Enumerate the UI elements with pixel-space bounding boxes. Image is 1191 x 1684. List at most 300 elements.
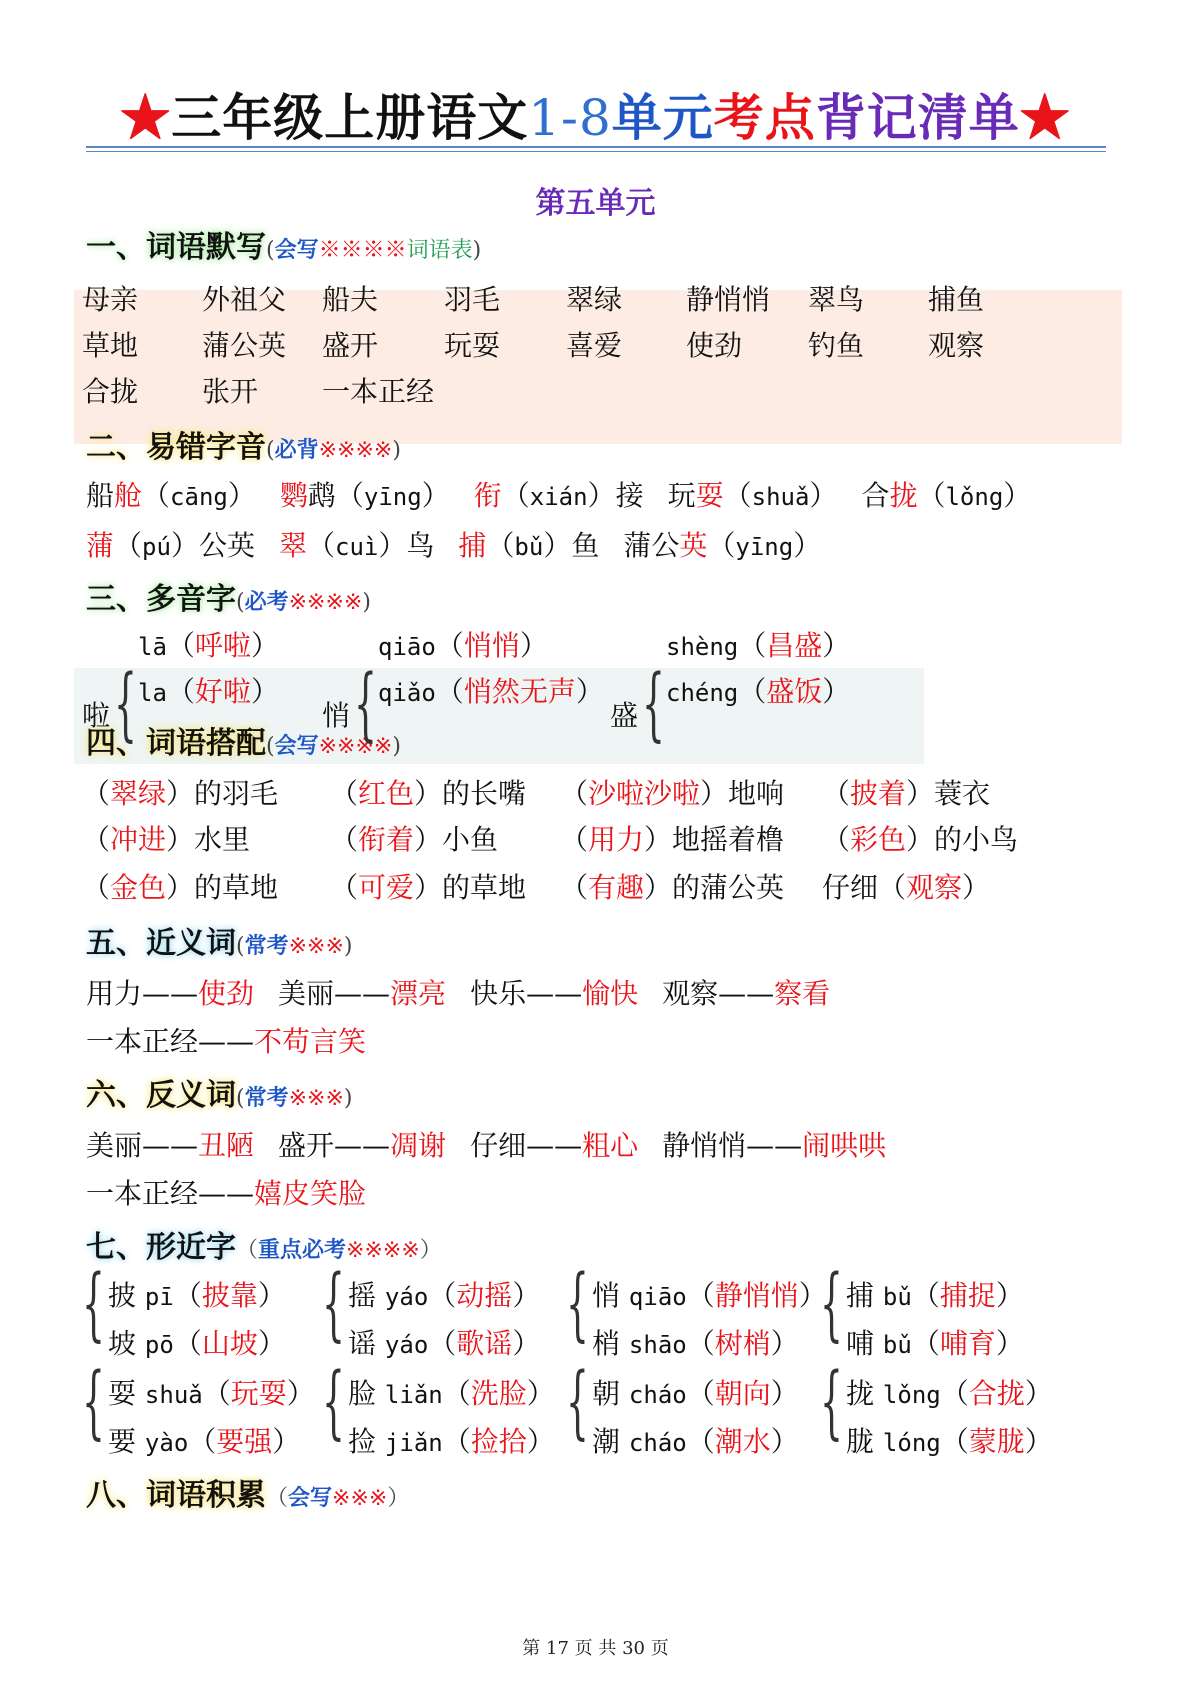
example-word: 山坡: [201, 1327, 258, 1360]
similar-char: 朝: [592, 1377, 621, 1410]
example-word: 静悄悄: [714, 1279, 799, 1312]
pair-answer: 粗心: [582, 1129, 639, 1162]
collocation-item: [822, 866, 990, 906]
section-heading-pronunciation: 二、易错字音(必背※※※※): [86, 430, 401, 465]
pinyin: lā: [138, 633, 167, 661]
example-word: 盛饭: [766, 675, 823, 708]
paren: ）: [543, 529, 572, 562]
paren: ）: [250, 675, 279, 708]
example-word: 呼啦: [194, 629, 251, 662]
pair-answer: 凋谢: [390, 1129, 447, 1162]
key-char: 翠: [278, 529, 307, 562]
dash: ——: [746, 1129, 803, 1162]
dash: ——: [526, 977, 583, 1010]
pinyin: bǔ: [882, 1331, 912, 1359]
paren: ）: [170, 529, 199, 562]
star-icon: ★: [1019, 88, 1071, 147]
similar-char: 梢: [592, 1327, 621, 1360]
collocation-word: 红色: [358, 777, 415, 810]
paren: ）: [995, 1279, 1024, 1312]
collocation-item: [560, 866, 784, 906]
spacer: [874, 1377, 883, 1410]
paren: ）: [166, 777, 195, 810]
vocab-word: 喜爱: [566, 329, 623, 362]
paren: ）: [798, 1279, 827, 1312]
paren: （: [188, 1425, 217, 1458]
pinyin: bǔ: [882, 1283, 912, 1311]
similar-char: 捡: [348, 1425, 377, 1458]
paren: ）: [257, 1279, 286, 1312]
paren: （: [686, 1425, 715, 1458]
collocation-item: [330, 818, 498, 858]
collocation-item: [822, 818, 1018, 858]
collocation-text: 的蒲公英: [672, 871, 785, 904]
collocation-word: 可爱: [358, 871, 415, 904]
vocab-word: 玩耍: [444, 329, 501, 362]
paren: （: [330, 777, 359, 810]
example-word: 捡拾: [470, 1425, 527, 1458]
paren: ）: [519, 629, 548, 662]
similar-char-item: [846, 1322, 1024, 1362]
vocab-word: 船夫: [322, 283, 379, 316]
collocation-item: [82, 866, 278, 906]
pinyin: pú: [142, 533, 171, 561]
paren: ）: [995, 1327, 1024, 1360]
collocation-text: 的羽毛: [194, 777, 279, 810]
dash: ——: [142, 977, 199, 1010]
paren: ）: [1024, 1425, 1053, 1458]
key-char: 英: [679, 529, 708, 562]
example-word: 动摇: [456, 1279, 513, 1312]
spacer: [136, 1377, 145, 1410]
dash: ——: [334, 977, 391, 1010]
title-divider: [86, 146, 1106, 148]
similar-char-item: [592, 1322, 799, 1362]
char-text: 合: [861, 479, 890, 512]
unit-heading: 第五单元: [535, 186, 656, 221]
char-text: 接: [615, 479, 644, 512]
polyphone-reading: [378, 670, 604, 710]
paren: （: [166, 629, 195, 662]
paren: ）: [770, 1327, 799, 1360]
paren: （: [686, 1377, 715, 1410]
similar-char: 摇: [348, 1279, 377, 1312]
paren: （: [560, 777, 589, 810]
similar-char-item: [348, 1420, 555, 1460]
collocation-text: 地响: [728, 777, 785, 810]
paren: ）: [644, 823, 673, 856]
paren: （: [686, 1327, 715, 1360]
paren: ）: [809, 479, 838, 512]
paren: ）: [250, 629, 279, 662]
similar-char-item: [592, 1420, 799, 1460]
collocation-word: 彩色: [850, 823, 907, 856]
dash: ——: [142, 1129, 199, 1162]
vocab-word: 一本正经: [322, 375, 435, 408]
brace-icon: {: [820, 1257, 843, 1350]
char-text: 鸟: [406, 529, 435, 562]
example-word: 合拢: [968, 1377, 1025, 1410]
paren: ）: [512, 1327, 541, 1360]
similar-char-item: [108, 1322, 286, 1362]
collocation-item: [330, 772, 526, 812]
pair-word: 一本正经: [86, 1177, 199, 1210]
vocab-word: 使劲: [686, 329, 743, 362]
paren: （: [142, 479, 171, 512]
char-text: 船: [86, 479, 115, 512]
spacer: [136, 1327, 145, 1360]
section-title: 四、词语搭配: [86, 726, 266, 761]
similar-char: 捕: [846, 1279, 875, 1312]
similar-char-item: [846, 1420, 1053, 1460]
paren: ）: [822, 675, 851, 708]
section-title: 七、形近字: [86, 1230, 236, 1265]
vocab-word: 翠鸟: [808, 283, 865, 316]
section-heading-vocab: 一、词语默写(会写※※※※词语表): [86, 230, 482, 265]
paren: （: [738, 629, 767, 662]
paren: ）: [421, 479, 450, 512]
vocab-word: 外祖父: [202, 283, 287, 316]
page-title: [0, 78, 1191, 150]
vocab-word: 羽毛: [444, 283, 501, 316]
polyphone-reading: [138, 624, 279, 664]
title-part-grade: 三年级上册语文: [171, 88, 529, 147]
vocab-word: 观察: [928, 329, 985, 362]
paren: ）: [414, 871, 443, 904]
paren: （: [428, 1279, 457, 1312]
collocation-text: 仔细: [822, 871, 879, 904]
pinyin: shèng: [666, 633, 739, 661]
pair-word: 静悄悄: [662, 1129, 747, 1162]
spacer: [874, 1327, 883, 1360]
collocation-text: 蓑衣: [934, 777, 991, 810]
section-title: 一、词语默写: [86, 230, 266, 265]
similar-char: 拢: [846, 1377, 875, 1410]
similar-char-item: [348, 1274, 540, 1314]
vocab-word: 张开: [202, 375, 259, 408]
pronunciation-line: [86, 474, 1031, 514]
polyphone-char: 啦: [82, 699, 111, 732]
paren: （: [911, 1327, 940, 1360]
char-text: 蒲公: [623, 529, 680, 562]
paren: （: [442, 1377, 471, 1410]
section-title: 二、易错字音: [86, 430, 266, 465]
section-title: 五、近义词: [86, 926, 236, 961]
pronunciation-line: [86, 524, 821, 564]
paren: ）: [770, 1377, 799, 1410]
section-heading-similar-chars: 七、形近字（重点必考※※※※）: [86, 1230, 442, 1265]
pinyin: pī: [144, 1283, 174, 1311]
paren: （: [707, 529, 736, 562]
pinyin: yáo: [384, 1331, 429, 1359]
brace-icon: {: [354, 657, 377, 750]
spacer: [874, 1425, 883, 1458]
paren: ）: [700, 777, 729, 810]
section-title: 三、多音字: [86, 582, 236, 617]
paren: ）: [166, 871, 195, 904]
collocation-item: [560, 818, 784, 858]
spacer: [620, 1377, 629, 1410]
collocation-text: 的草地: [194, 871, 279, 904]
paren: （: [940, 1377, 969, 1410]
example-word: 玩耍: [230, 1377, 287, 1410]
paren: ）: [526, 1377, 555, 1410]
paren: （: [822, 777, 851, 810]
brace-icon: {: [114, 657, 137, 750]
similar-char: 坡: [108, 1327, 137, 1360]
collocation-item: [330, 866, 526, 906]
paren: （: [560, 823, 589, 856]
paren: ）: [257, 1327, 286, 1360]
brace-icon: {: [820, 1355, 843, 1448]
section-heading-antonyms: 六、反义词(常考※※※): [86, 1078, 353, 1113]
example-word: 要强: [216, 1425, 273, 1458]
example-word: 好啦: [194, 675, 251, 708]
pinyin: la: [138, 679, 167, 707]
pair-word: 用力: [86, 977, 143, 1010]
pinyin: xián: [529, 483, 588, 511]
pinyin: shāo: [628, 1331, 687, 1359]
paren: （: [330, 823, 359, 856]
vocab-word: 草地: [82, 329, 139, 362]
collocation-word: 用力: [588, 823, 645, 856]
pair-answer: 使劲: [198, 977, 255, 1010]
example-word: 悄然无声: [463, 675, 576, 708]
similar-char: 谣: [348, 1327, 377, 1360]
collocation-word: 披着: [850, 777, 907, 810]
paren: （: [435, 629, 464, 662]
paren: （: [82, 823, 111, 856]
example-word: 朝向: [714, 1377, 771, 1410]
paren: ）: [906, 777, 935, 810]
page-footer: 第 17 页 共 30 页: [522, 1638, 669, 1659]
paren: （: [686, 1279, 715, 1312]
paren: （: [822, 823, 851, 856]
pair-answer: 嬉皮笑脸: [254, 1177, 367, 1210]
vocab-word: 钓鱼: [808, 329, 865, 362]
pair-answer: 闹哄哄: [802, 1129, 887, 1162]
title-part-points: 考点: [713, 88, 816, 147]
similar-char-item: [846, 1274, 1024, 1314]
paren: ）: [227, 479, 256, 512]
collocation-word: 沙啦沙啦: [588, 777, 701, 810]
collocation-text: 水里: [194, 823, 251, 856]
brace-icon: {: [566, 1257, 589, 1350]
char-text: 玩: [667, 479, 696, 512]
pair-answer: 愉快: [582, 977, 639, 1010]
similar-char-item: [348, 1322, 540, 1362]
example-word: 捕捉: [939, 1279, 996, 1312]
collocation-item: [822, 772, 990, 812]
example-word: 哺育: [939, 1327, 996, 1360]
paren: （: [202, 1377, 231, 1410]
paren: （: [940, 1425, 969, 1458]
title-part-range: 1-8: [528, 89, 612, 147]
pinyin: qiāo: [628, 1283, 687, 1311]
spacer: [620, 1425, 629, 1458]
paren: ）: [414, 777, 443, 810]
pair-word: 一本正经: [86, 1025, 199, 1058]
vocab-word: 蒲公英: [202, 329, 287, 362]
pair-answer: 不苟言笑: [254, 1025, 367, 1058]
pinyin: lǒng: [882, 1381, 941, 1409]
example-word: 歌谣: [456, 1327, 513, 1360]
pinyin: cháo: [628, 1381, 687, 1409]
collocation-text: 的小鸟: [934, 823, 1019, 856]
paren: ）: [414, 823, 443, 856]
similar-char-item: [592, 1372, 799, 1412]
collocation-text: 地摇着橹: [672, 823, 785, 856]
polyphone-reading: [666, 624, 850, 664]
paren: （: [335, 479, 364, 512]
title-part-unit: 单元: [611, 88, 714, 147]
brace-icon: {: [566, 1355, 589, 1448]
paren: ）: [962, 871, 991, 904]
pinyin: bǔ: [514, 533, 544, 561]
pinyin: lóng: [882, 1429, 941, 1457]
section-heading-synonyms: 五、近义词(常考※※※): [86, 926, 353, 961]
brace-icon: {: [322, 1257, 345, 1350]
vocab-word: 盛开: [322, 329, 379, 362]
paren: ）: [770, 1425, 799, 1458]
similar-char: 要: [108, 1425, 137, 1458]
example-word: 洗脸: [470, 1377, 527, 1410]
paren: （: [435, 675, 464, 708]
vocab-word: 合拢: [82, 375, 139, 408]
title-divider: [86, 151, 1106, 152]
pinyin: qiāo: [378, 633, 436, 661]
similar-char: 披: [108, 1279, 137, 1312]
polyphone-char: 盛: [610, 699, 639, 732]
key-char: 耍: [695, 479, 724, 512]
paren: （: [173, 1327, 202, 1360]
pinyin: cháo: [628, 1429, 687, 1457]
paren: （: [173, 1279, 202, 1312]
similar-char-item: [108, 1274, 286, 1314]
key-char: 鹦: [279, 479, 308, 512]
paren: （: [428, 1327, 457, 1360]
key-char: 蒲: [86, 529, 115, 562]
collocation-word: 有趣: [588, 871, 645, 904]
pair-answer: 漂亮: [390, 977, 447, 1010]
antonym-line: [86, 1172, 366, 1212]
spacer: [620, 1327, 629, 1360]
collocation-word: 观察: [906, 871, 963, 904]
paren: ）: [286, 1377, 315, 1410]
key-char: 衔: [473, 479, 502, 512]
similar-char: 胧: [846, 1425, 875, 1458]
collocation-text: 的长嘴: [442, 777, 527, 810]
section-heading-accumulation: 八、词语积累（会写※※※）: [86, 1478, 410, 1513]
brace-icon: {: [82, 1257, 105, 1350]
pinyin: cāng: [170, 483, 228, 511]
star-icon: ★: [120, 88, 172, 147]
pinyin: lǒng: [945, 483, 1004, 511]
similar-char-item: [846, 1372, 1053, 1412]
vocab-word: 母亲: [82, 283, 139, 316]
dash: ——: [334, 1129, 391, 1162]
polyphone-char: 悄: [322, 699, 351, 732]
pinyin: qiǎo: [378, 679, 436, 707]
pinyin: yáo: [384, 1283, 429, 1311]
collocation-word: 衔着: [358, 823, 415, 856]
pinyin: yīng: [735, 533, 794, 561]
similar-char: 悄: [592, 1279, 621, 1312]
spacer: [376, 1425, 385, 1458]
pinyin: shuǎ: [751, 483, 810, 511]
similar-char: 耍: [108, 1377, 137, 1410]
paren: ）: [1003, 479, 1032, 512]
spacer: [376, 1327, 385, 1360]
spacer: [376, 1279, 385, 1312]
char-text: 鹉: [307, 479, 336, 512]
pinyin: yīng: [363, 483, 422, 511]
key-char: 拢: [889, 479, 918, 512]
collocation-text: 小鱼: [442, 823, 499, 856]
paren: （: [82, 777, 111, 810]
paren: （: [114, 529, 143, 562]
brace-icon: {: [642, 657, 665, 750]
dash: ——: [198, 1177, 255, 1210]
brace-icon: {: [82, 1355, 105, 1448]
dash: ——: [718, 977, 775, 1010]
polyphone-reading: [378, 624, 548, 664]
pair-word: 盛开: [278, 1129, 335, 1162]
example-word: 悄悄: [463, 629, 520, 662]
paren: ）: [166, 823, 195, 856]
collocation-item: [560, 772, 784, 812]
paren: ）: [1024, 1377, 1053, 1410]
pinyin: cuì: [335, 533, 379, 561]
polyphone-reading: [666, 670, 850, 710]
example-word: 昌盛: [766, 629, 823, 662]
paren: （: [330, 871, 359, 904]
spacer: [620, 1279, 629, 1312]
collocation-text: 的草地: [442, 871, 527, 904]
collocation-item: [82, 818, 250, 858]
pair-answer: 丑陋: [198, 1129, 255, 1162]
dash: ——: [526, 1129, 583, 1162]
spacer: [136, 1425, 145, 1458]
key-char: 舱: [114, 479, 143, 512]
section-heading-polyphone: 三、多音字(必考※※※※): [86, 582, 371, 617]
pair-word: 美丽: [86, 1129, 143, 1162]
antonym-line: [86, 1124, 886, 1164]
synonym-line: [86, 1020, 366, 1060]
key-char: 捕: [458, 529, 487, 562]
similar-char: 哺: [846, 1327, 875, 1360]
section-title: 六、反义词: [86, 1078, 236, 1113]
paren: （: [911, 1279, 940, 1312]
paren: ）: [906, 823, 935, 856]
paren: （: [723, 479, 752, 512]
example-word: 树梢: [714, 1327, 771, 1360]
example-word: 披靠: [201, 1279, 258, 1312]
pinyin: liǎn: [384, 1381, 443, 1409]
title-part-list: 背记清单: [815, 88, 1020, 147]
pair-word: 仔细: [470, 1129, 527, 1162]
paren: ）: [793, 529, 822, 562]
similar-char-item: [108, 1372, 315, 1412]
pair-word: 美丽: [278, 977, 335, 1010]
collocation-word: 冲进: [110, 823, 167, 856]
spacer: [376, 1377, 385, 1410]
pinyin: yào: [144, 1429, 189, 1457]
synonym-line: [86, 972, 830, 1012]
collocation-word: 金色: [110, 871, 167, 904]
pair-word: 快乐: [470, 977, 527, 1010]
paren: ）: [512, 1279, 541, 1312]
